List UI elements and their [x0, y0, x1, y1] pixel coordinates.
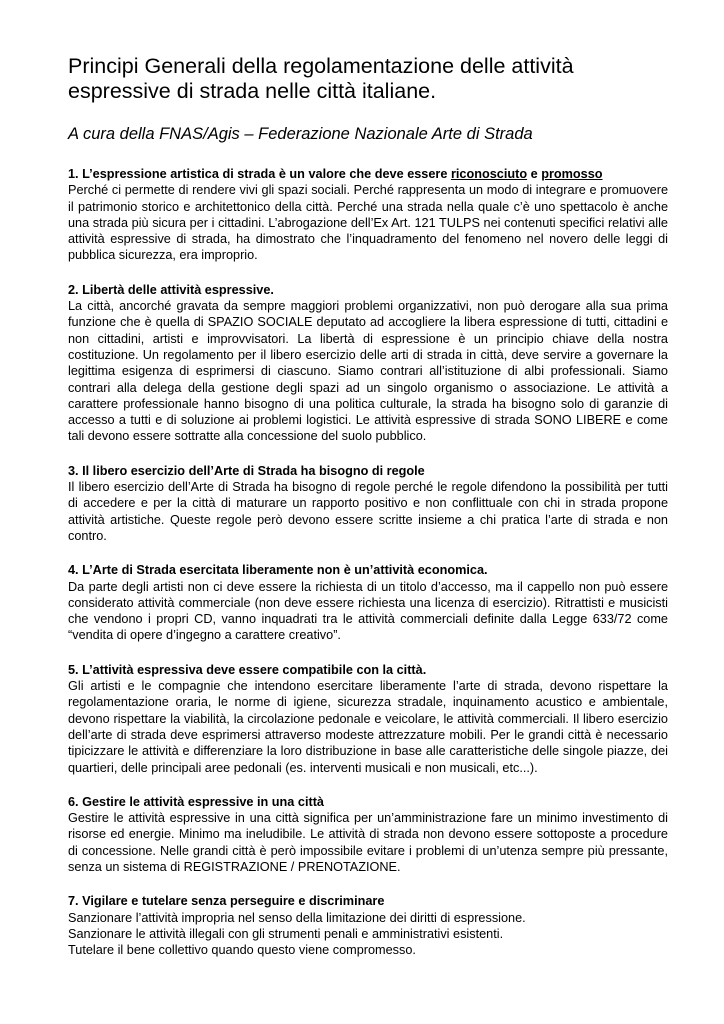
- section-body: Gli artisti e le compagnie che intendono esercitare liberamente l’arte di strada, devono rispettare la regolamentazione oraria, le norme di igiene, sicurezza stradale, inquinamento acustico e ambientale, devono rispettare la viabilità, la circolazione pedonale e veicolare, le attività commerciali. Il libero esercizio dell’arte di strada deve esprimersi attraverso modeste attrezzature mobili. Per le grandi città è necessario tipicizzare le attività e differenziare la loro distribuzione in base alle caratteristiche delle singole piazze, dei quartieri, delle principali aree pedonali (es. interventi musicali e non musicali, etc...).: [68, 679, 668, 775]
- section-body: La città, ancorché gravata da sempre maggiori problemi organizzativi, non può derogare alla sua prima funzione che è quella di SPAZIO SOCIALE deputato ad accogliere la libera espressione di tutti, cittadini e non cittadini, artisti e improvvisatori. La libertà di espressione è un principio chiave della nostra costituzione. Un regolamento per il libero esercizio delle arti di strada in città, deve servire a governare la legittima esigenza di esprimersi di ciascuno. Siamo contrari all’istituzione di albi professionali. Siamo contrari alla delega della gestione degli spazi ad un singolo organismo o associazione. Le attività a carattere professionale hanno bisogno di una politica culturale, la strada ha bisogno solo di garanzie di accesso a tutti e di soluzione ai problemi logistici. Le attività espressive di strada SONO LIBERE e come tali devono essere sottratte alla concessione del suolo pubblico.: [68, 299, 668, 444]
- section-body: Da parte degli artisti non ci deve essere la richiesta di un titolo d’accesso, ma il cappello non può essere considerato attività commerciale (non deve essere richiesta una licenza di esercizio). Ritrattisti e musicisti che vendono i propri CD, vanno inquadrati tra le attività commerciali definite dalla Legge 633/72 come “vendita di opere d’ingegno a carattere creativo”.: [68, 579, 668, 643]
- section-body: Perché ci permette di rendere vivi gli spazi sociali. Perché rappresenta un modo di integrare e promuovere il patrimonio storico e architettonico della città. Perché una strada nella quale c’è uno spettacolo è anche una strada più sicura per i cittadini. L’abrogazione dell’Ex Art. 121 TULPS nei contenuti specifici relativi alle attività espressive di strada, ha dimostrato che l’inquadramento del fenomeno nel novero delle leggi di pubblica sicurezza, era improprio.: [68, 183, 668, 263]
- section-body: Gestire le attività espressive in una città significa per un’amministrazione fare un minimo investimento di risorse ed energie. Minimo ma ineludibile. Le attività di strada non devono essere sottoposte a procedure di concessione. Nelle grandi città è però impossibile evitare i problemi di un’utenza sempre più pressante, senza un sistema di REGISTRAZIONE / PRENOTAZIONE.: [68, 811, 668, 874]
- section-5: [68, 662, 668, 776]
- section-body: [68, 910, 668, 959]
- section-heading-text: e: [527, 167, 542, 181]
- section-heading: 6. Gestire le attività espressive in una città: [68, 794, 324, 809]
- section-6: [68, 794, 668, 875]
- section-4: [68, 562, 668, 643]
- section-heading: 5. L’attività espressiva deve essere compatibile con la città.: [68, 662, 427, 677]
- section-body-line: Sanzionare l’attività impropria nel senso della limitazione dei diritti di espressione.: [68, 910, 526, 925]
- section-heading-text: 1. L’espressione artistica di strada è un valore che deve essere: [68, 167, 451, 181]
- section-2: [68, 282, 668, 445]
- section-7: [68, 893, 668, 958]
- section-body-line: Tutelare il bene collettivo quando questo viene compromesso.: [68, 943, 416, 958]
- document-subtitle: A cura della FNAS/Agis – Federazione Nazionale Arte di Strada: [68, 125, 533, 143]
- section-heading: 4. L’Arte di Strada esercitata liberamente non è un’attività economica.: [68, 563, 488, 578]
- underlined-word: riconosciuto: [450, 167, 528, 181]
- section-heading: 7. Vigilare e tutelare senza perseguire e discriminare: [68, 894, 385, 909]
- underlined-word: promosso: [541, 167, 603, 181]
- section-3: [68, 463, 668, 544]
- section-1: [68, 166, 668, 264]
- section-heading: [68, 166, 668, 182]
- document-page: [68, 54, 668, 958]
- section-heading: 2. Libertà delle attività espressive.: [68, 282, 274, 297]
- section-heading: 3. Il libero esercizio dell’Arte di Strada ha bisogno di regole: [68, 463, 425, 478]
- document-title: Principi Generali della regolamentazione delle attività espressive di strada nelle città italiane.: [68, 54, 574, 103]
- section-body-line: Sanzionare le attività illegali con gli strumenti penali e amministrativi esistenti.: [68, 926, 504, 941]
- section-body: Il libero esercizio dell’Arte di Strada ha bisogno di regole perché le regole difendono la possibilità per tutti di accedere e per la città di maturare un rapporto positivo e non conflittuale con chi in strada propone attività artistiche. Queste regole però devono essere scritte insieme a chi pratica l’arte di strada e non contro.: [68, 480, 668, 543]
